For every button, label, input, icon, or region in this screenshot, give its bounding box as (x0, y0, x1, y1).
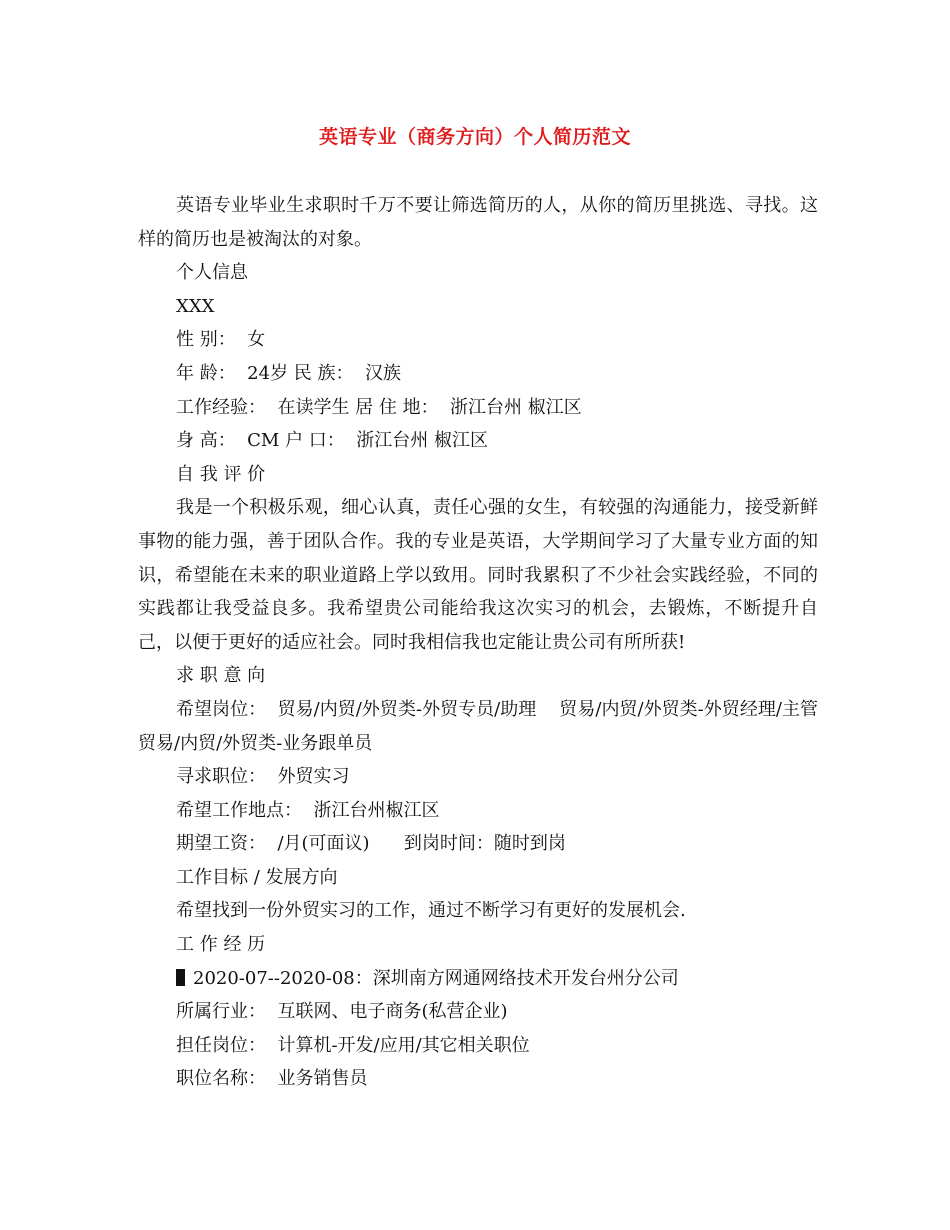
job-intent-heading: 求 职 意 向 (176, 665, 266, 687)
height-line: 身 高： CM 户 口： 浙江台州 椒江区 (176, 430, 488, 452)
age-line: 年 龄： 24岁 民 族： 汉族 (176, 362, 401, 384)
job-title-line: 职位名称： 业务销售员 (176, 1068, 368, 1090)
name-line: XXX (176, 295, 215, 317)
work-period-text: 2020-07--2020-08：深圳南方网通网络技术开发台州分公司 (193, 967, 679, 989)
bullet-square-icon (176, 969, 185, 986)
gender-line: 性 别： 女 (176, 329, 266, 351)
work-history-heading: 工 作 经 历 (176, 934, 266, 956)
document-body (138, 189, 841, 1096)
post-line: 担任岗位： 计算机-开发/应用/其它相关职位 (176, 1034, 530, 1056)
industry-line: 所属行业： 互联网、电子商务(私营企业) (176, 1001, 508, 1023)
personal-info-heading: 个人信息 (176, 262, 248, 284)
salary-line: 期望工资： /月(可面议) 到岗时间：随时到岗 (176, 833, 566, 855)
self-eval-paragraph: 我是一个积极乐观，细心认真，责任心强的女生，有较强的沟通能力，接受新鲜事物的能力强，善于团队合作。我的专业是英语，大学期间学习了大量专业方面的知识，希望能在未来的职业道路上学以致用。同时我累积了不少社会实践经验，不同的实践都让我受益良多。我希望贵公司能给我这次实习的机会，去锻炼，不断提升自己，以便于更好的适应社会。同时我相信我也定能让贵公司有所所获! (138, 497, 818, 653)
document-title: 英语专业（商务方向）个人简历范文 (318, 126, 631, 148)
desired-location-line: 希望工作地点： 浙江台州椒江区 (176, 799, 440, 821)
intro-paragraph: 英语专业毕业生求职时千万不要让筛选简历的人，从你的简历里挑选、寻找。这样的简历也是被淘汰的对象。 (138, 195, 818, 250)
goal-heading: 工作目标 / 发展方向 (176, 866, 338, 888)
self-eval-heading: 自 我 评 价 (176, 463, 266, 485)
work-period-line (138, 962, 818, 996)
experience-line: 工作经验： 在读学生 居 住 地： 浙江台州 椒江区 (176, 396, 582, 418)
seeking-position-line: 寻求职位： 外贸实习 (176, 766, 350, 788)
desired-positions-line: 希望岗位： 贸易/内贸/外贸类-外贸专员/助理 贸易/内贸/外贸类-外贸经理/主管 贸易/内贸/外贸类-业务跟单员 (138, 698, 841, 754)
goal-paragraph: 希望找到一份外贸实习的工作，通过不断学习有更好的发展机会. (176, 900, 686, 922)
